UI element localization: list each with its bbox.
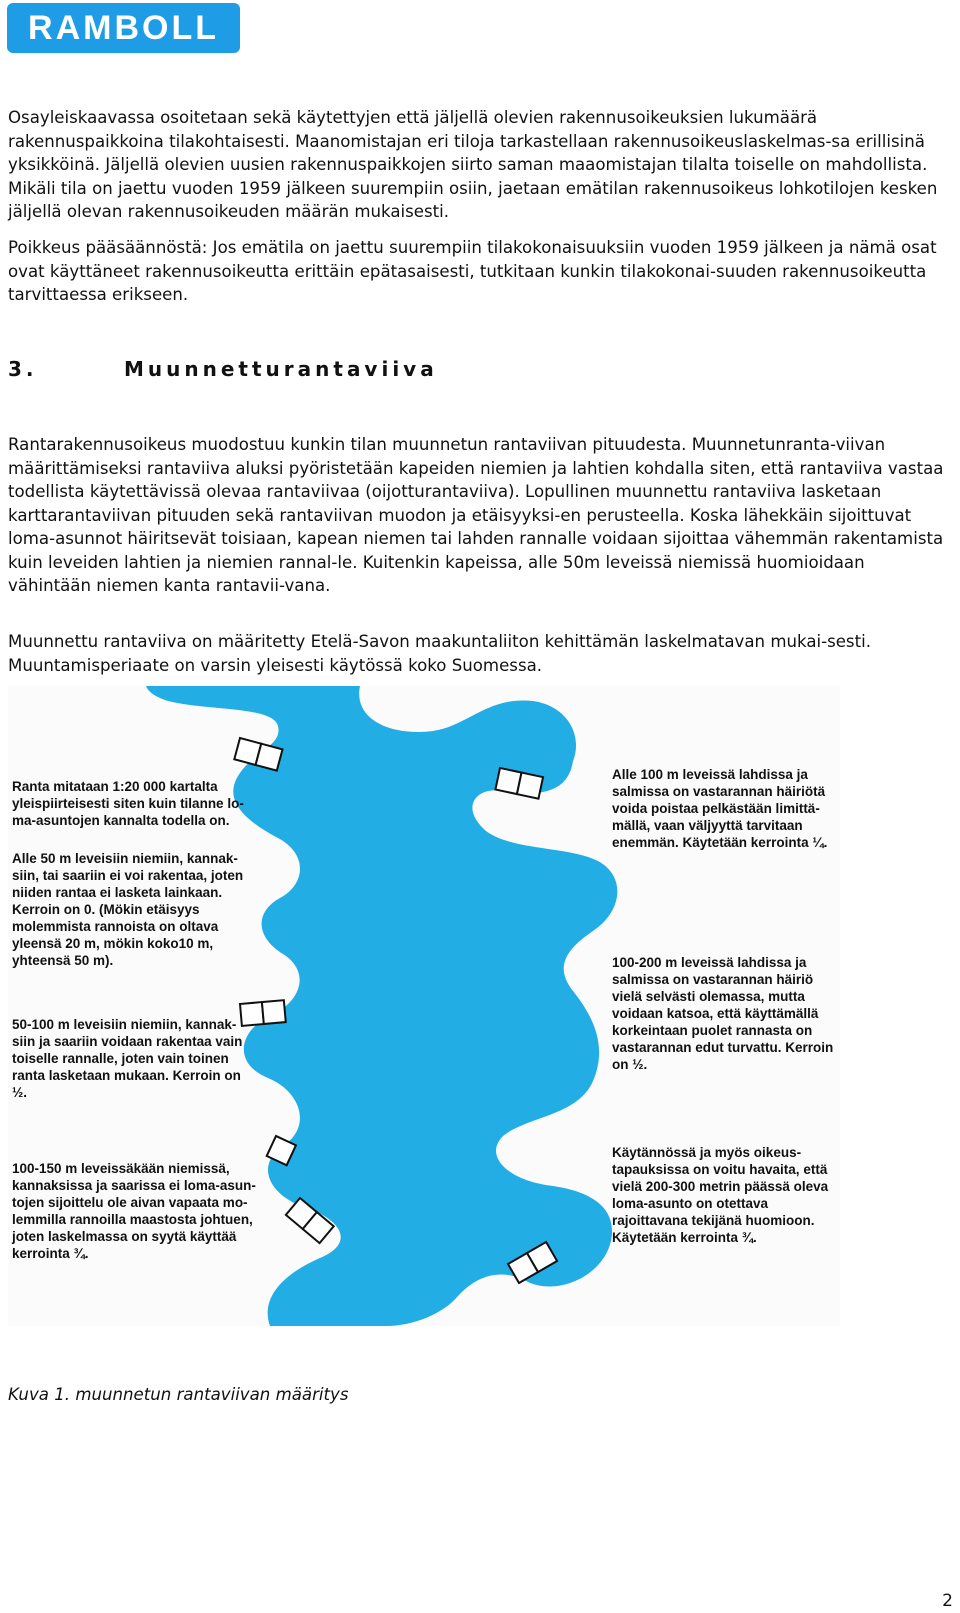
annotation-100-150m: 100-150 m leveissäkään niemissä, kannaksissa ja saarissa ei loma-asun-tojen sijoittelu ole aivan vapaata mo-lemmilla rannoilla maastosta johtuen, joten laskelmassa on syytä käyttää kerrointa ¾. <box>12 1161 256 1261</box>
annotation-bay-under-100m: Alle 100 m leveissä lahdissa ja salmissa on vastarannan häiriötä voida poistaa pelkästään limittä-mällä, vaan väljyyttä tarvitaan enemmän. Käytetään kerrointa ¼. <box>612 767 828 850</box>
paragraph-calculation-method: Muunnettu rantaviiva on määritetty Etelä-Savon maakuntaliiton kehittämän laskelmatavan mukai-sesti. Muuntamisperiaate on varsin yleisesti käytössä koko Suomessa. <box>8 632 871 675</box>
paragraph-shoreline-rights: Rantarakennusoikeus muodostuu kunkin tilan muunnetun rantaviivan pituudesta. Muunnetunranta-viivan määrittämiseksi rantaviiva aluksi pyöristetään kapeiden niemien ja lahtien kohdalla siten, että rantaviiva vastaa todellista käytettävissä olevaa rantaviivaa (oijotturantaviiva). Lopullinen muunnettu rantaviiva lasketaan karttarantaviivan pituuden sekä rantaviivan muodon ja etäisyyksi-en perusteella. Koska lähekkäin sijoittuvat loma-asunnot häiritsevät toisiaan, kapean niemen tai lahden rannalle voidaan sijoittaa vähemmän rakentamista kuin leveiden lahtien ja niemien rannal-le. Kuitenkin kapeissa, alle 50m leveissä niemissä huomioidaan vähintään niemen kanta rantavii-vana. <box>8 435 944 595</box>
section-number: 3. <box>8 357 38 381</box>
annotation-bay-200-300m: Käytännössä ja myös oikeus-tapauksissa on voitu havaita, että vielä 200-300 metrin päässä oleva loma-asunto on otettava rajoittavana tekijänä huomioon. Käytetään kerrointa ¾. <box>612 1145 829 1245</box>
annotation-bay-100-200m: 100-200 m leveissä lahdissa ja salmissa on vastarannan häiriö vielä selvästi olemassa, mutta voidaan katsoa, että käyttämällä korkeintaan puolet rannasta on vastarannan edut turvattu. Kerroin on ½. <box>612 955 834 1072</box>
annotation-50-100m: 50-100 m leveisiin niemiin, kannak-siin ja saariin voidaan rakentaa vain toiselle rannalle, joten vain toinen ranta lasketaan mukaan. Kerroin on ½. <box>12 1017 243 1100</box>
section-heading <box>8 356 438 382</box>
page-number: 2 <box>942 1591 953 1611</box>
shoreline-figure <box>8 686 840 1326</box>
ramboll-logo: RAMBOLL <box>7 3 240 53</box>
annotation-measurement: Ranta mitataan 1:20 000 kartalta yleispiirteisesti siten kuin tilanne lo-ma-asuntojen kannalta todella on. <box>12 779 244 828</box>
paragraph-building-rights: Osayleiskaavassa osoitetaan sekä käytettyjen että jäljellä olevien rakennusoikeuksien lukumäärä rakennuspaikkoina tilakohtaisesti. Maanomistajan eri tiloja tarkastellaan rakennusoikeuslaskelmas-sa erillisinä yksikköinä. Jäljellä olevien uusien rakennuspaikkojen siirto saman maaomistajan tilalta toiselle on mahdollista. Mikäli tila on jaettu vuoden 1959 jälkeen suurempiin osiin, jaetaan emätilan rakennusoikeus lohkotilojen kesken jäljellä olevan rakennusoikeuden määrän mukaisesti. <box>8 108 938 221</box>
figure-caption: Kuva 1. muunnetun rantaviivan määritys <box>8 1385 349 1404</box>
section-title: Muunnetturantaviiva <box>124 357 438 381</box>
annotation-under-50m: Alle 50 m leveisiin niemiin, kannak-siin, tai saariin ei voi rakentaa, joten niiden rantaa ei lasketa lainkaan. Kerroin on 0. (Mökin etäisyys molemmista rannoista on oltava yleensä 20 m, mökin koko10 m, yhteensä 50 m). <box>12 851 244 968</box>
paragraph-exception: Poikkeus pääsäännöstä: Jos emätila on jaettu suurempiin tilakokonaisuuksiin vuoden 1959 jälkeen ja nämä osat ovat käyttäneet rakennusoikeutta erittäin epätasaisesti, tutkitaan kunkin tilakokonai-suuden rakennusoikeutta tarvittaessa erikseen. <box>8 238 937 304</box>
